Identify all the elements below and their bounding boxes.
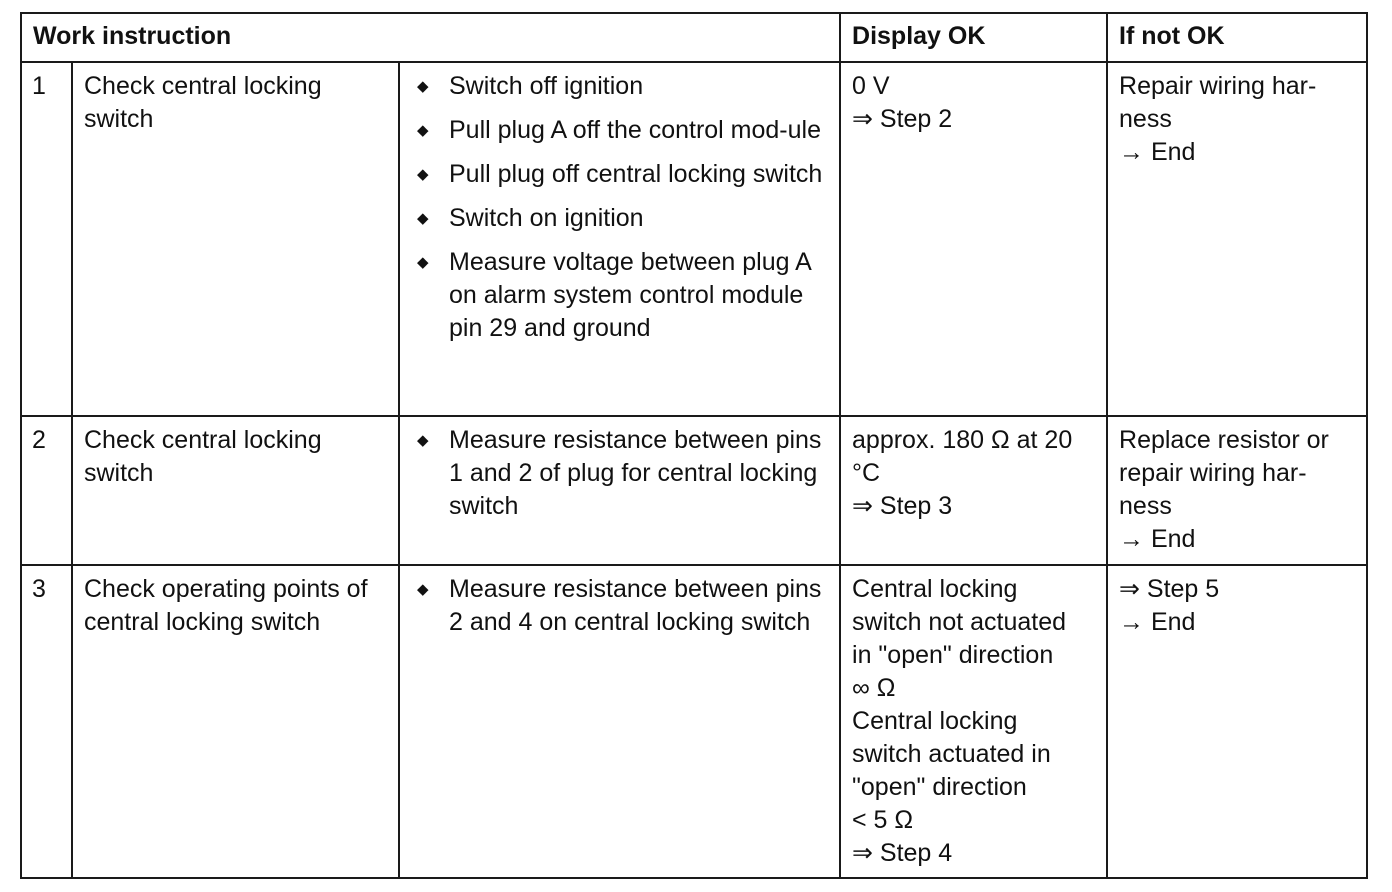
- table-row: [21, 62, 1367, 416]
- procedure-cell: [399, 565, 840, 878]
- step-number: 1: [21, 62, 72, 416]
- header-row: [21, 13, 1367, 62]
- work-instruction-table: [20, 12, 1368, 879]
- list-item: ◆ Measure voltage between plug A on alarm system control module pin 29 and ground: [417, 248, 811, 342]
- list-item: ◆ Pull plug A off the control mod-ule: [417, 116, 821, 144]
- procedure-list: [411, 573, 829, 639]
- list-item: ◆ Measure resistance between pins 1 and 2 of plug for central locking switch: [417, 426, 822, 520]
- display-ok-cell: Central locking switch not actuated in "open" direction ∞ Ω Central locking switch actuated in "open" direction < 5 Ω ⇒ Step 4: [840, 565, 1107, 878]
- display-ok-cell: 0 V ⇒ Step 2: [840, 62, 1107, 416]
- diamond-bullet-icon: ◆: [417, 166, 429, 183]
- list-item: ◆ Switch off ignition: [417, 72, 644, 100]
- diamond-bullet-icon: ◆: [417, 122, 429, 139]
- list-item: ◆ Pull plug off central locking switch: [417, 160, 823, 188]
- if-not-ok-cell: ⇒ Step 5 → End: [1107, 565, 1367, 878]
- diamond-bullet-icon: ◆: [417, 78, 429, 95]
- table-row: [21, 416, 1367, 565]
- test-description: Check central locking switch: [72, 62, 399, 416]
- table-row: [21, 565, 1367, 878]
- diamond-bullet-icon: ◆: [417, 210, 429, 227]
- header-if-not-ok: If not OK: [1107, 13, 1367, 62]
- list-item: ◆ Switch on ignition: [417, 204, 644, 232]
- header-display-ok: Display OK: [840, 13, 1107, 62]
- procedure-list: [411, 424, 829, 523]
- if-not-ok-cell: Repair wiring har- ness → End: [1107, 62, 1367, 416]
- procedure-list: [411, 70, 829, 345]
- procedure-cell: [399, 62, 840, 416]
- list-item: ◆ Measure resistance between pins 2 and 4 on central locking switch: [417, 575, 822, 636]
- test-description: Check central locking switch: [72, 416, 399, 565]
- test-description: Check operating points of central locking switch: [72, 565, 399, 878]
- procedure-cell: [399, 416, 840, 565]
- if-not-ok-cell: Replace resistor or repair wiring har- ness → End: [1107, 416, 1367, 565]
- diamond-bullet-icon: ◆: [417, 432, 429, 449]
- diamond-bullet-icon: ◆: [417, 581, 429, 598]
- header-work-instruction: Work instruction: [21, 13, 840, 62]
- step-number: 3: [21, 565, 72, 878]
- step-number: 2: [21, 416, 72, 565]
- display-ok-cell: approx. 180 Ω at 20 °C ⇒ Step 3: [840, 416, 1107, 565]
- diamond-bullet-icon: ◆: [417, 254, 429, 271]
